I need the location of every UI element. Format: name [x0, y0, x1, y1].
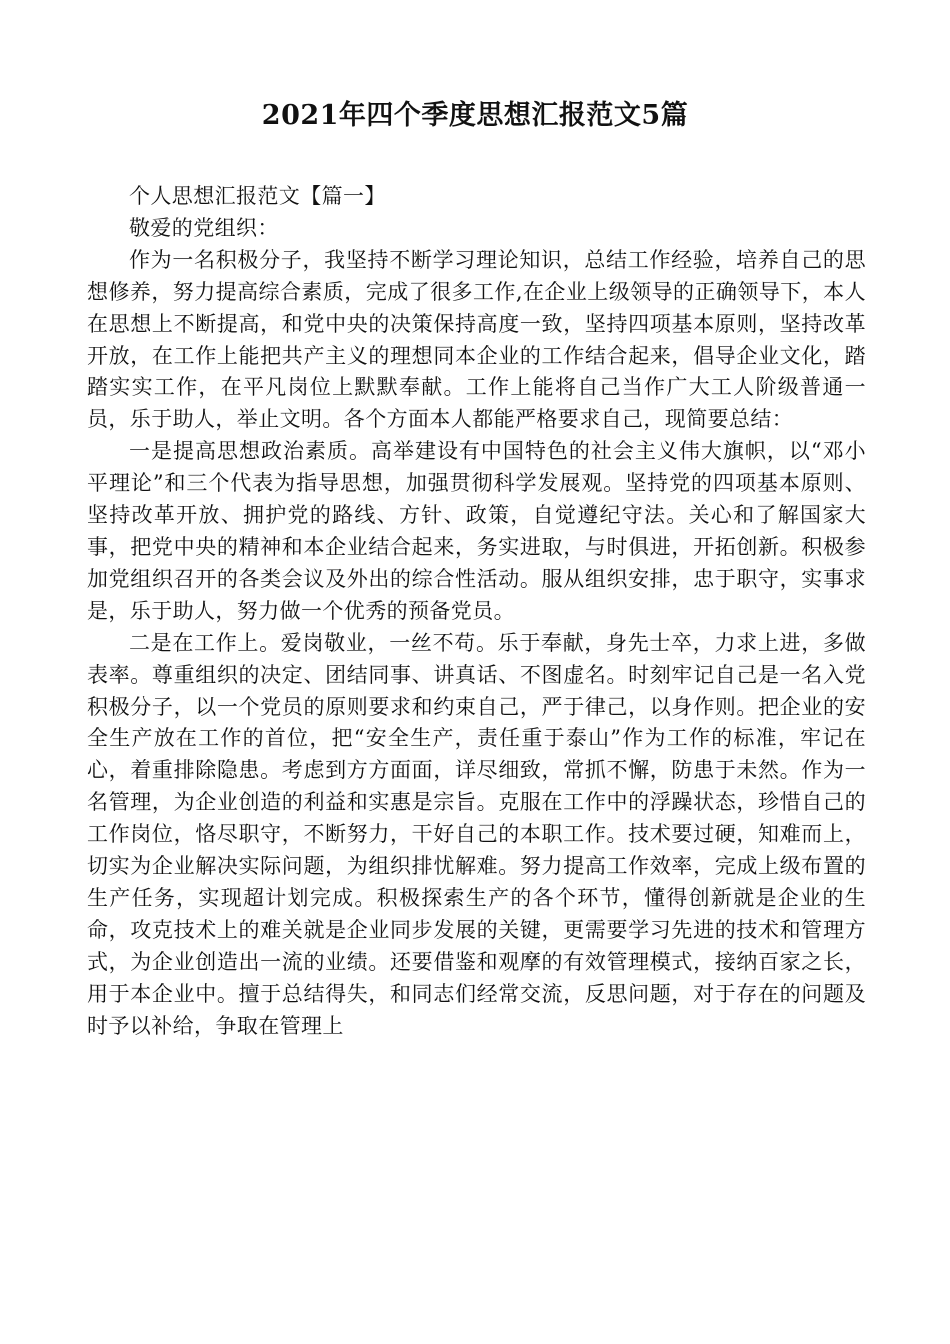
- body-paragraph: 一是提高思想政治素质。高举建设有中国特色的社会主义伟大旗帜，以“邓小平理论”和三个代表为指导思想，加强贯彻科学发展观。坚持党的四项基本原则、坚持改革开放、拥护党的路线、方针、政策，自觉遵纪守法。关心和了解国家大事，把党中央的精神和本企业结合起来，务实进取，与时俱进，开拓创新。积极参加党组织召开的各类会议及外出的综合性活动。服从组织安排，忠于职守，实事求是，乐于助人，努力做一个优秀的预备党员。: [87, 439, 866, 623]
- salutation: 敬爱的党组织：: [129, 215, 279, 240]
- document-title: 2021年四个季度思想汇报范文5篇: [261, 100, 689, 131]
- body-paragraph: 二是在工作上。爱岗敬业，一丝不苟。乐于奉献，身先士卒，力求上进，多做表率。尊重组织的决定、团结同事、讲真话、不图虚名。时刻牢记自己是一名入党积极分子，以一个党员的原则要求和约束自己，严于律己，以身作则。把企业的安全生产放在工作的首位，把“安全生产，责任重于泰山”作为工作的标准，牢记在心，着重排除隐患。考虑到方方面面，详尽细致，常抓不懈，防患于未然。作为一名管理，为企业创造的利益和实惠是宗旨。克服在工作中的浮躁状态，珍惜自己的工作岗位，恪尽职守，不断努力，干好自己的本职工作。技术要过硬，知难而上，切实为企业解决实际问题，为组织排忧解难。努力提高工作效率，完成上级布置的生产任务，实现超计划完成。积极探索生产的各个环节，懂得创新就是企业的生命，攻克技术上的难关就是企业同步发展的关键，更需要学习先进的技术和管理方式，为企业创造出一流的业绩。还要借鉴和观摩的有效管理模式，接纳百家之长，用于本企业中。擅于总结得失，和同志们经常交流，反思问题，对于存在的问题及时予以补给，争取在管理上: [87, 630, 866, 1038]
- section-heading: 个人思想汇报范文【篇一】: [129, 184, 386, 208]
- body-paragraph: 作为一名积极分子，我坚持不断学习理论知识，总结工作经验，培养自己的思想修养，努力提高综合素质，完成了很多工作,在企业上级领导的正确领导下，本人在思想上不断提高，和党中央的决策保持高度一致，坚持四项基本原则，坚持改革开放，在工作上能把共产主义的理想同本企业的工作结合起来，倡导企业文化，踏踏实实工作，在平凡岗位上默默奉献。工作上能将自己当作广大工人阶级普通一员，乐于助人，举止文明。各个方面本人都能严格要求自己，现简要总结：: [87, 247, 866, 432]
- document-body: [87, 181, 866, 1042]
